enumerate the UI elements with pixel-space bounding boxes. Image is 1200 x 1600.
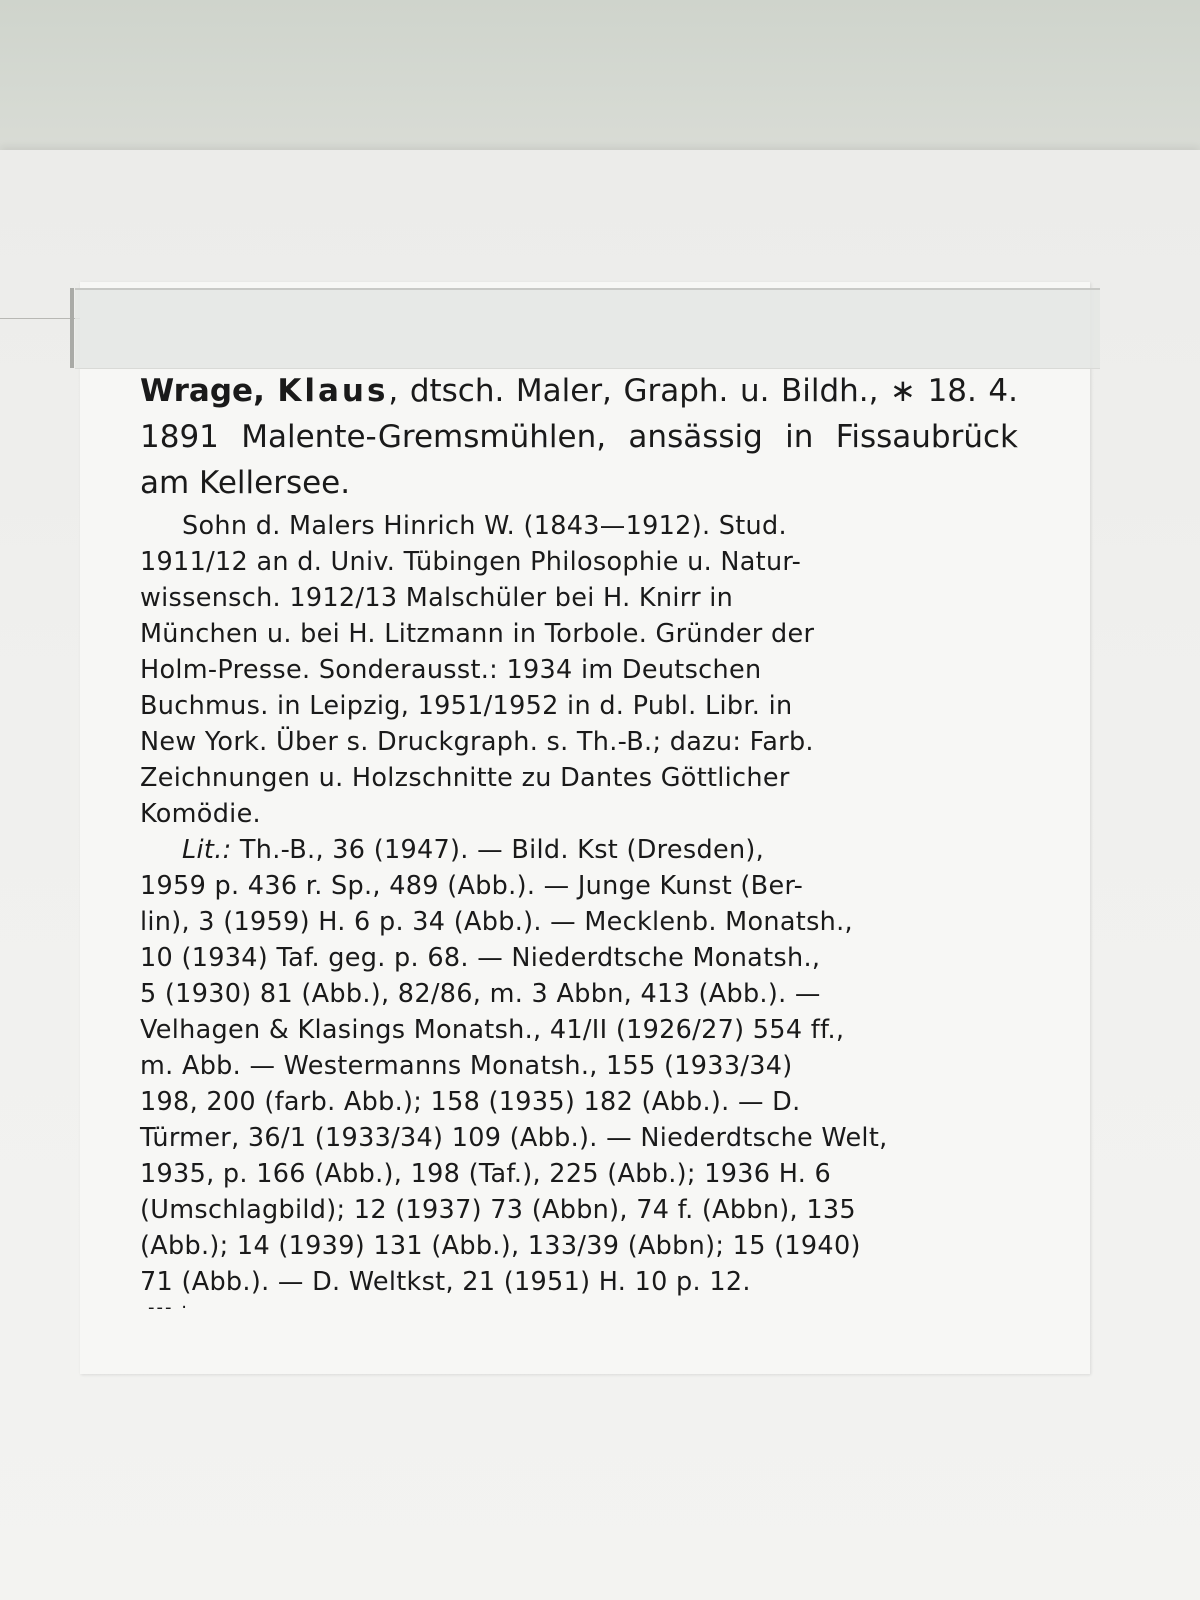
bio-line: wissensch. 1912/13 Malschüler bei H. Knirr in [140, 583, 734, 613]
literature-line: 71 (Abb.). — D. Weltkst, 21 (1951) H. 10 p. 12. [140, 1267, 751, 1297]
biography-block [140, 508, 1018, 832]
literature-line: 10 (1934) Taf. geg. p. 68. — Niederdtsche Monatsh., [140, 943, 821, 973]
literature-line: lin), 3 (1959) H. 6 p. 34 (Abb.). — Mecklenb. Monatsh., [140, 907, 853, 937]
bio-line: Sohn d. Malers Hinrich W. (1843—1912). Stud. [182, 511, 787, 541]
board-pencil-line [0, 318, 80, 319]
literature-line: 198, 200 (farb. Abb.); 158 (1935) 182 (Abb.). — D. [140, 1087, 801, 1117]
bio-line: München u. bei H. Litzmann in Torbole. Gründer der [140, 619, 815, 649]
wall-background [0, 0, 1200, 160]
bio-line: 1911/12 an d. Univ. Tübingen Philosophie u. Natur- [140, 547, 802, 577]
adhesive-tape [75, 288, 1100, 369]
literature-block [140, 832, 1018, 1300]
literature-line: Velhagen & Klasings Monatsh., 41/II (1926/27) 554 ff., [140, 1015, 845, 1045]
literature-line: 1959 p. 436 r. Sp., 489 (Abb.). — Junge Kunst (Ber- [140, 871, 804, 901]
bio-line: Zeichnungen u. Holzschnitte zu Dantes Göttlicher [140, 763, 790, 793]
literature-text: Th.-B., 36 (1947). — Bild. Kst (Dresden), [231, 835, 765, 865]
literature-line: 1935, p. 166 (Abb.), 198 (Taf.), 225 (Abb.); 1936 H. 6 [140, 1159, 832, 1189]
literature-line: m. Abb. — Westermanns Monatsh., 155 (1933/34) [140, 1051, 793, 1081]
entry-surname: Wrage, [140, 373, 278, 409]
literature-label: Lit.: [182, 835, 232, 865]
bio-line: Holm-Presse. Sonderausst.: 1934 im Deutschen [140, 655, 762, 685]
bio-line: Komödie. [140, 799, 261, 829]
bio-line: New York. Über s. Druckgraph. s. Th.-B.; dazu: Farb. [140, 727, 814, 757]
entry-heading-text: , dtsch. Maler, Graph. u. Bildh., ∗ 18. 4. 1891 Malente-Gremsmühlen, ansässig in Fissaubrück am Kellersee. [140, 373, 1018, 501]
tape-edge [70, 288, 74, 368]
literature-first-line [140, 832, 1018, 868]
newspaper-clipping [80, 282, 1090, 1374]
literature-line: (Umschlagbild); 12 (1937) 73 (Abbn), 74 f. (Abbn), 135 [140, 1195, 856, 1225]
literature-line: Türmer, 36/1 (1933/34) 109 (Abb.). — Niederdtsche Welt, [140, 1123, 888, 1153]
clipping-cut-residue: --- · [148, 1297, 189, 1318]
literature-line: (Abb.); 14 (1939) 131 (Abb.), 133/39 (Abbn); 15 (1940) [140, 1231, 861, 1261]
entry-given-name: Klaus [277, 373, 389, 409]
bio-line: Buchmus. in Leipzig, 1951/1952 in d. Publ. Libr. in [140, 691, 793, 721]
literature-line: 5 (1930) 81 (Abb.), 82/86, m. 3 Abbn, 413 (Abb.). — [140, 979, 821, 1009]
entry-heading [140, 368, 1018, 506]
